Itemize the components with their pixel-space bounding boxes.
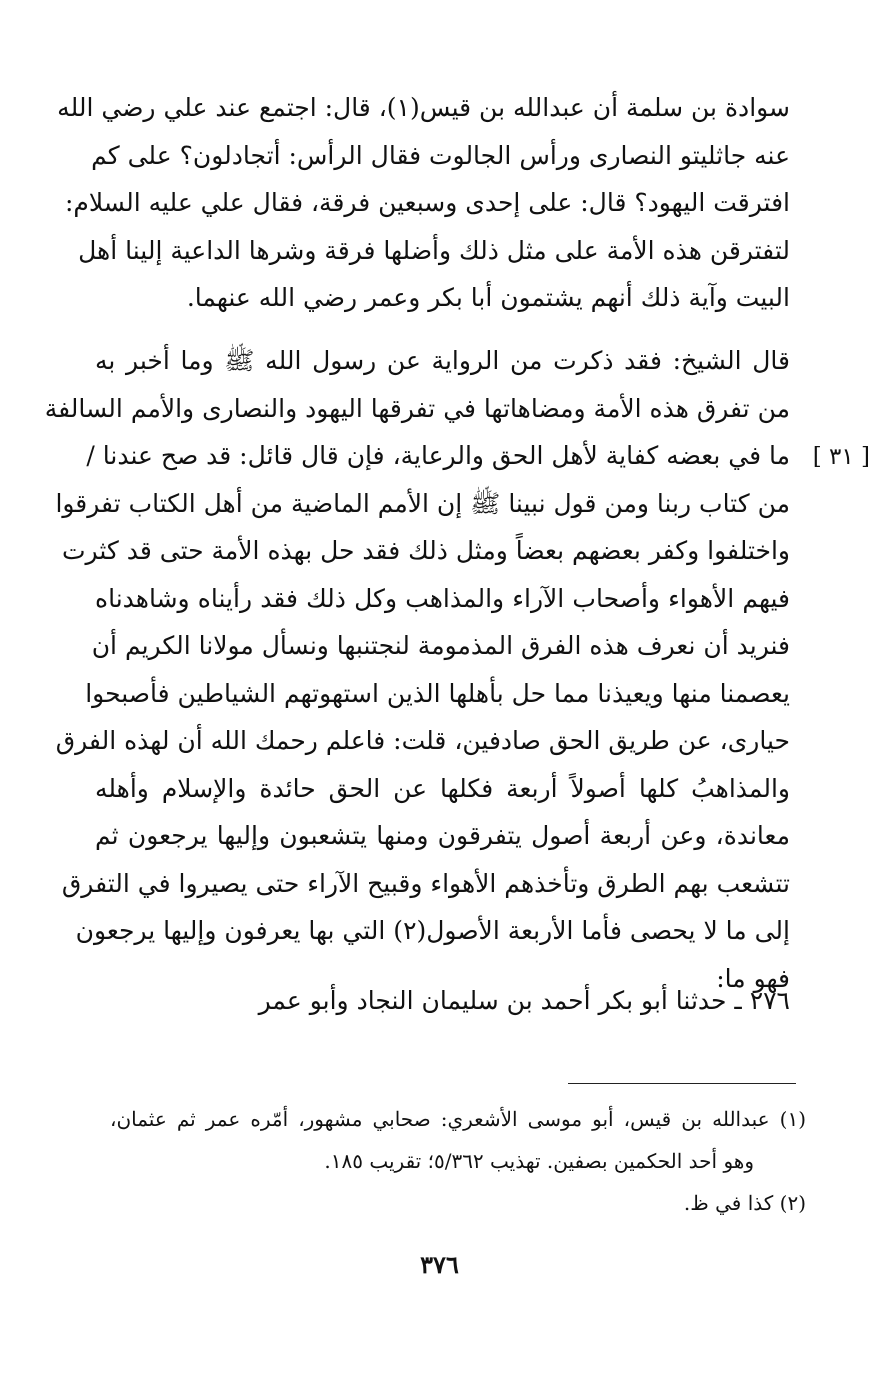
- text-line: فهو ما:: [716, 963, 790, 993]
- footnote-2: (٢) كذا في ظ.: [683, 1191, 806, 1215]
- text-line: سوادة بن سلمة أن عبدالله بن قيس(١)، قال: اجتمع عند علي رضي الله: [57, 93, 790, 122]
- text-line: من تفرق هذه الأمة ومضاهاتها في تفرقها اليهود والنصارى والأمم السالفة: [44, 393, 790, 423]
- text-line: واختلفوا وكفر بعضهم بعضاً ومثل ذلك فقد حل بهذه الأمة حتى قد كثرت: [61, 536, 790, 565]
- text-line: فنريد أن نعرف هذه الفرق المذمومة لنجتنبها ونسأل مولانا الكريم أن: [91, 631, 790, 660]
- footnotes: [110, 1098, 806, 1224]
- text-line: ٢٧٦ ـ حدثنا أبو بكر أحمد بن سليمان النجاد وأبو عمر: [258, 986, 790, 1015]
- paragraph-2: [44, 337, 790, 1002]
- text-line: من كتاب ربنا ومن قول نبينا ﷺ إن الأمم الماضية من أهل الكتاب تفرقوا: [55, 488, 790, 518]
- text-line: حيارى، عن طريق الحق صادفين، قلت: فاعلم رحمك الله أن لهذه الفرق: [55, 726, 790, 755]
- text-line: ما في بعضه كفاية لأهل الحق والرعاية، فإن قال قائل: قد صح عندنا /: [86, 441, 790, 470]
- footnote-separator: [568, 1083, 796, 1084]
- text-line: تتشعب بهم الطرق وتأخذهم الأهواء وقبيح الآراء حتى يصيروا في التفرق: [61, 868, 790, 898]
- text-line: لتفترقن هذه الأمة على مثل ذلك وأضلها فرقة وشرها الداعية إلينا أهل: [78, 235, 790, 265]
- text-line: قال الشيخ: فقد ذكرت من الرواية عن رسول الله ﷺ وما أخبر به: [95, 346, 790, 375]
- text-line: معاندة، وعن أربعة أصول يتفرقون ومنها يتشعبون وإليها يرجعون ثم: [95, 821, 790, 850]
- footnote-1-line: (١) عبدالله بن قيس، أبو موسى الأشعري: صحابي مشهور، أمّره عمر ثم عثمان،: [110, 1107, 806, 1131]
- paragraph-1: [57, 84, 790, 322]
- manuscript-folio-marker: [ ٣١ ]: [812, 444, 870, 470]
- text-line: يعصمنا منها ويعيذنا مما حل بأهلها الذين استهوتهم الشياطين فأصبحوا: [85, 678, 790, 708]
- text-line: والمذاهبُ كلها أصولاً أربعة فكلها عن الحق حائدة والإسلام وأهله: [95, 773, 790, 803]
- text-line: إلى ما لا يحصى فأما الأربعة الأصول(٢) التي بها يعرفون وإليها يرجعون: [75, 916, 790, 945]
- text-line: البيت وآية ذلك أنهم يشتمون أبا بكر وعمر رضي الله عنهما.: [186, 283, 790, 312]
- footnote-1-line: وهو أحد الحكمين بصفين. تهذيب ٥/٣٦٢؛ تقريب ١٨٥.: [324, 1149, 754, 1173]
- hadith-start: [95, 977, 790, 1025]
- text-line: افترقت اليهود؟ قال: على إحدى وسبعين فرقة، فقال علي عليه السلام:: [64, 188, 790, 217]
- page-number: ٣٧٦: [420, 1250, 459, 1279]
- text-line: عنه جاثليتو النصارى ورأس الجالوت فقال الرأس: أتجادلون؟ على كم: [91, 140, 790, 170]
- text-line: فيهم الأهواء وأصحاب الآراء والمذاهب وكل ذلك فقد رأيناه وشاهدناه: [95, 583, 790, 613]
